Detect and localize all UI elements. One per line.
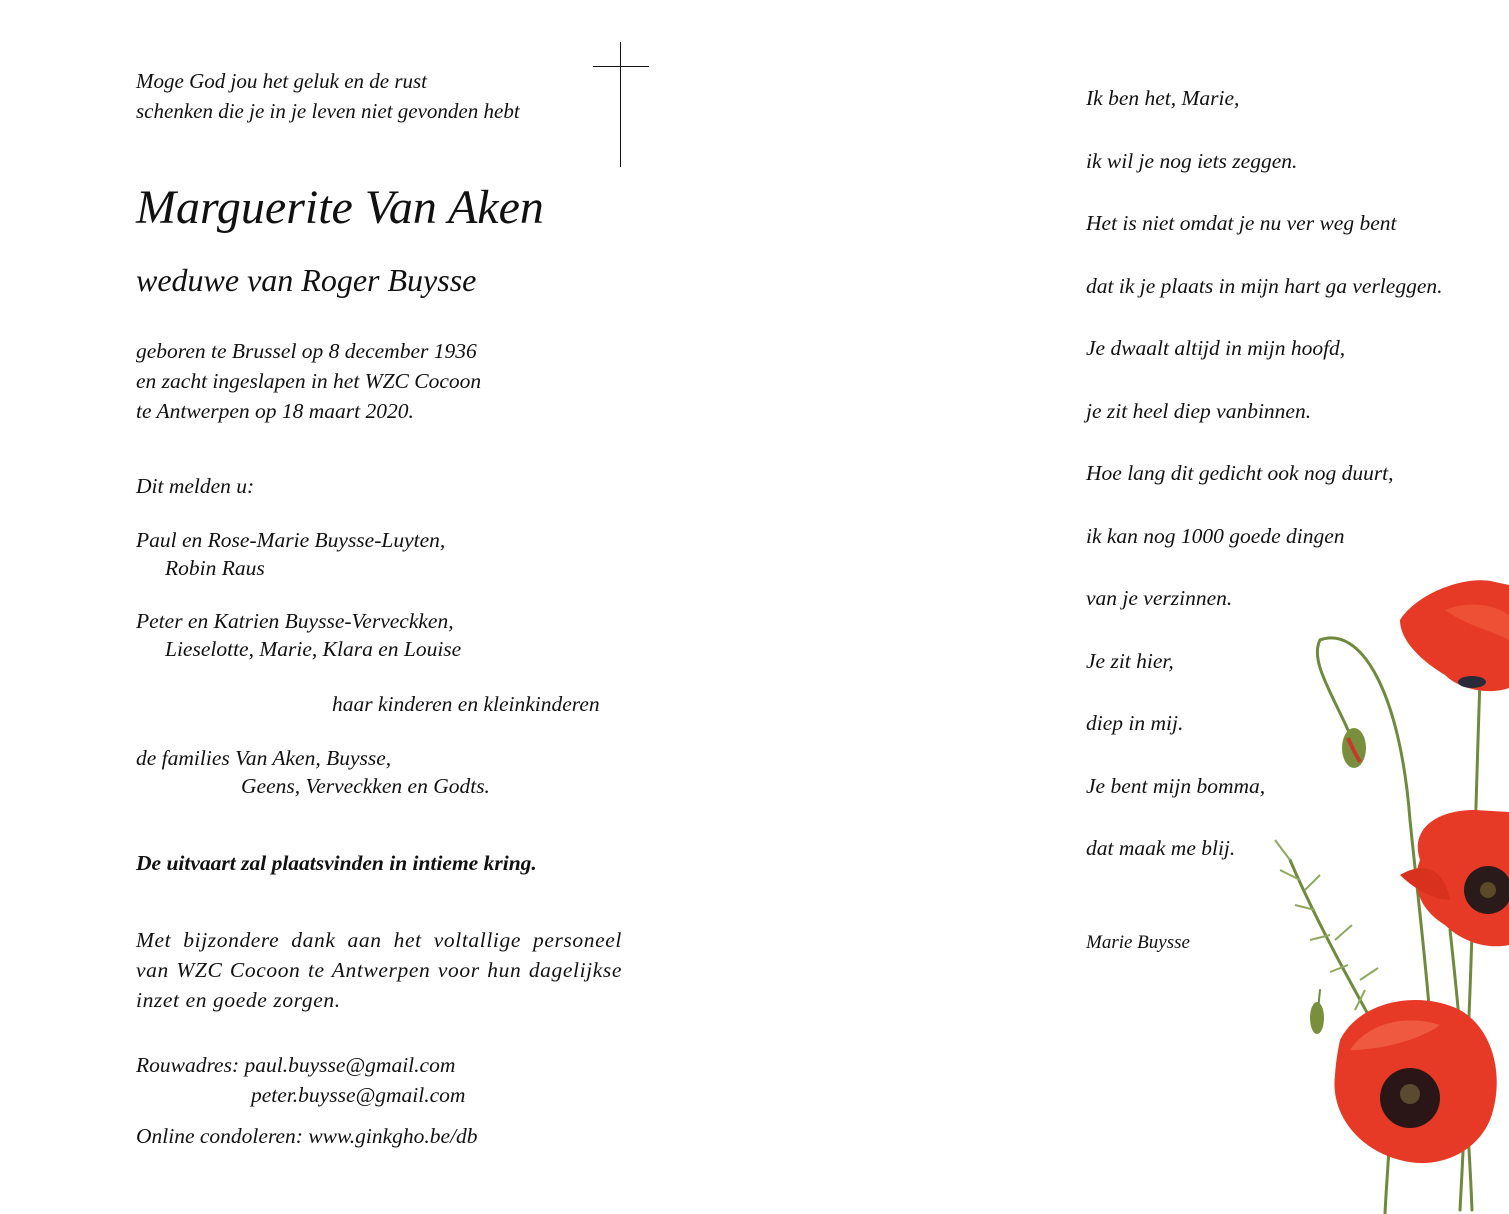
family-line: de families Van Aken, Buysse, xyxy=(136,746,392,770)
poem-line: dat maak me blij. xyxy=(1086,836,1236,860)
poem-line: ik kan nog 1000 goede dingen xyxy=(1086,523,1345,548)
poem-line: Je zit hier, xyxy=(1086,648,1174,673)
spouse-line: weduwe van Roger Buysse xyxy=(136,262,477,298)
second-email: peter.buysse@gmail.com xyxy=(251,1083,466,1107)
poppy-flowers-icon xyxy=(1260,570,1509,1214)
poem-line: Ik ben het, Marie, xyxy=(1086,86,1240,110)
birth-death-details xyxy=(136,336,481,426)
contact-block xyxy=(136,1050,465,1110)
family-line: Geens, Verveckken en Godts. xyxy=(241,774,490,798)
online-condolences: Online condoleren: www.ginkgho.be/db xyxy=(136,1124,478,1148)
deceased-name: Marguerite Van Aken xyxy=(136,181,544,234)
poem-line: ik wil je nog iets zeggen. xyxy=(1086,148,1298,173)
family-line: Paul en Rose-Marie Buysse-Luyten, xyxy=(136,528,446,552)
poem-line: van je verzinnen. xyxy=(1086,586,1233,610)
poem-line: diep in mij. xyxy=(1086,711,1184,735)
extended-families xyxy=(136,744,490,800)
poem-author: Marie Buysse xyxy=(1086,932,1190,953)
quote-line: Moge God jou het geluk en de rust xyxy=(136,69,428,93)
poem-line: Hoe lang dit gedicht ook nog duurt, xyxy=(1086,461,1394,485)
family-line: Robin Raus xyxy=(165,556,265,580)
mourning-address: Rouwadres: paul.buysse@gmail.com xyxy=(136,1053,456,1077)
funeral-notice: De uitvaart zal plaatsvinden in intieme kring. xyxy=(136,851,537,875)
birth-line: geboren te Brussel op 8 december 1936 xyxy=(136,339,477,363)
family-relation: haar kinderen en kleinkinderen xyxy=(332,692,600,716)
poem-line: Je bent mijn bomma, xyxy=(1086,773,1266,798)
poem-line: Je dwaalt altijd in mijn hoofd, xyxy=(1086,336,1346,360)
thanks-paragraph: Met bijzondere dank aan het voltallige personeel van WZC Cocoon te Antwerpen voor hun dagelijkse inzet en goede zorgen. xyxy=(136,928,622,1012)
place-date-line: te Antwerpen op 18 maart 2020. xyxy=(136,399,414,423)
opening-quote xyxy=(136,66,520,126)
quote-line: schenken die je in je leven niet gevonden hebt xyxy=(136,99,520,123)
family-group-2 xyxy=(136,607,461,663)
poem-line: je zit heel diep vanbinnen. xyxy=(1086,398,1312,423)
family-line: Peter en Katrien Buysse-Verveckken, xyxy=(136,609,454,633)
poem-line: dat ik je plaats in mijn hart ga verleggen. xyxy=(1086,273,1443,298)
family-line: Lieselotte, Marie, Klara en Louise xyxy=(165,637,462,661)
poem-line: Het is niet omdat je nu ver weg bent xyxy=(1086,211,1397,235)
death-line: en zacht ingeslapen in het WZC Cocoon xyxy=(136,369,482,393)
announcement-intro: Dit melden u: xyxy=(136,474,255,498)
family-group-1 xyxy=(136,526,445,582)
